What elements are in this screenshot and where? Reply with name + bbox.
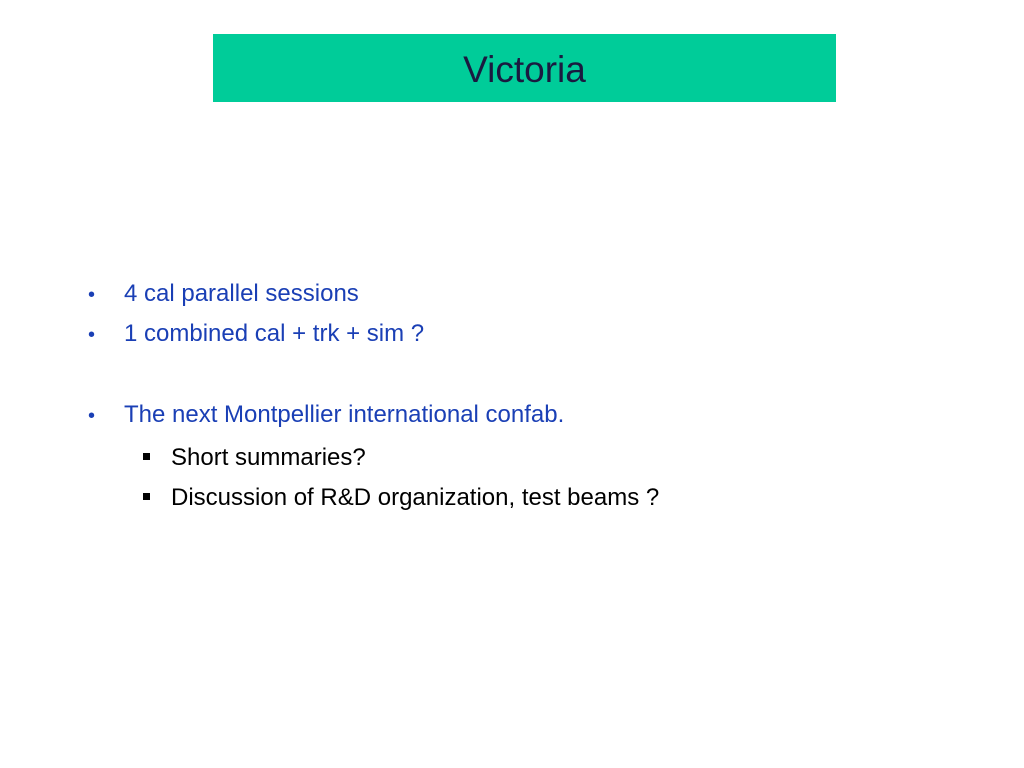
bullet-symbol: • bbox=[88, 405, 96, 427]
sub-bullet-text: Discussion of R&D organization, test beams ? bbox=[171, 484, 660, 511]
sub-bullet-item bbox=[143, 486, 659, 510]
bullet-item bbox=[88, 403, 564, 427]
bullet-symbol: • bbox=[88, 324, 96, 346]
sub-bullet-text: Short summaries? bbox=[171, 444, 366, 471]
square-bullet-icon bbox=[143, 498, 171, 505]
bullet-text: 4 cal parallel sessions bbox=[124, 280, 359, 307]
bullet-item bbox=[88, 322, 424, 346]
bullet-text: The next Montpellier international confab. bbox=[124, 401, 565, 428]
bullet-symbol: • bbox=[88, 284, 96, 306]
square-bullet-icon bbox=[143, 458, 171, 465]
bullet-text: 1 combined cal + trk + sim ? bbox=[124, 320, 425, 347]
sub-bullet-item bbox=[143, 446, 366, 470]
slide-title: Victoria bbox=[463, 48, 586, 90]
bullet-item bbox=[88, 282, 359, 306]
